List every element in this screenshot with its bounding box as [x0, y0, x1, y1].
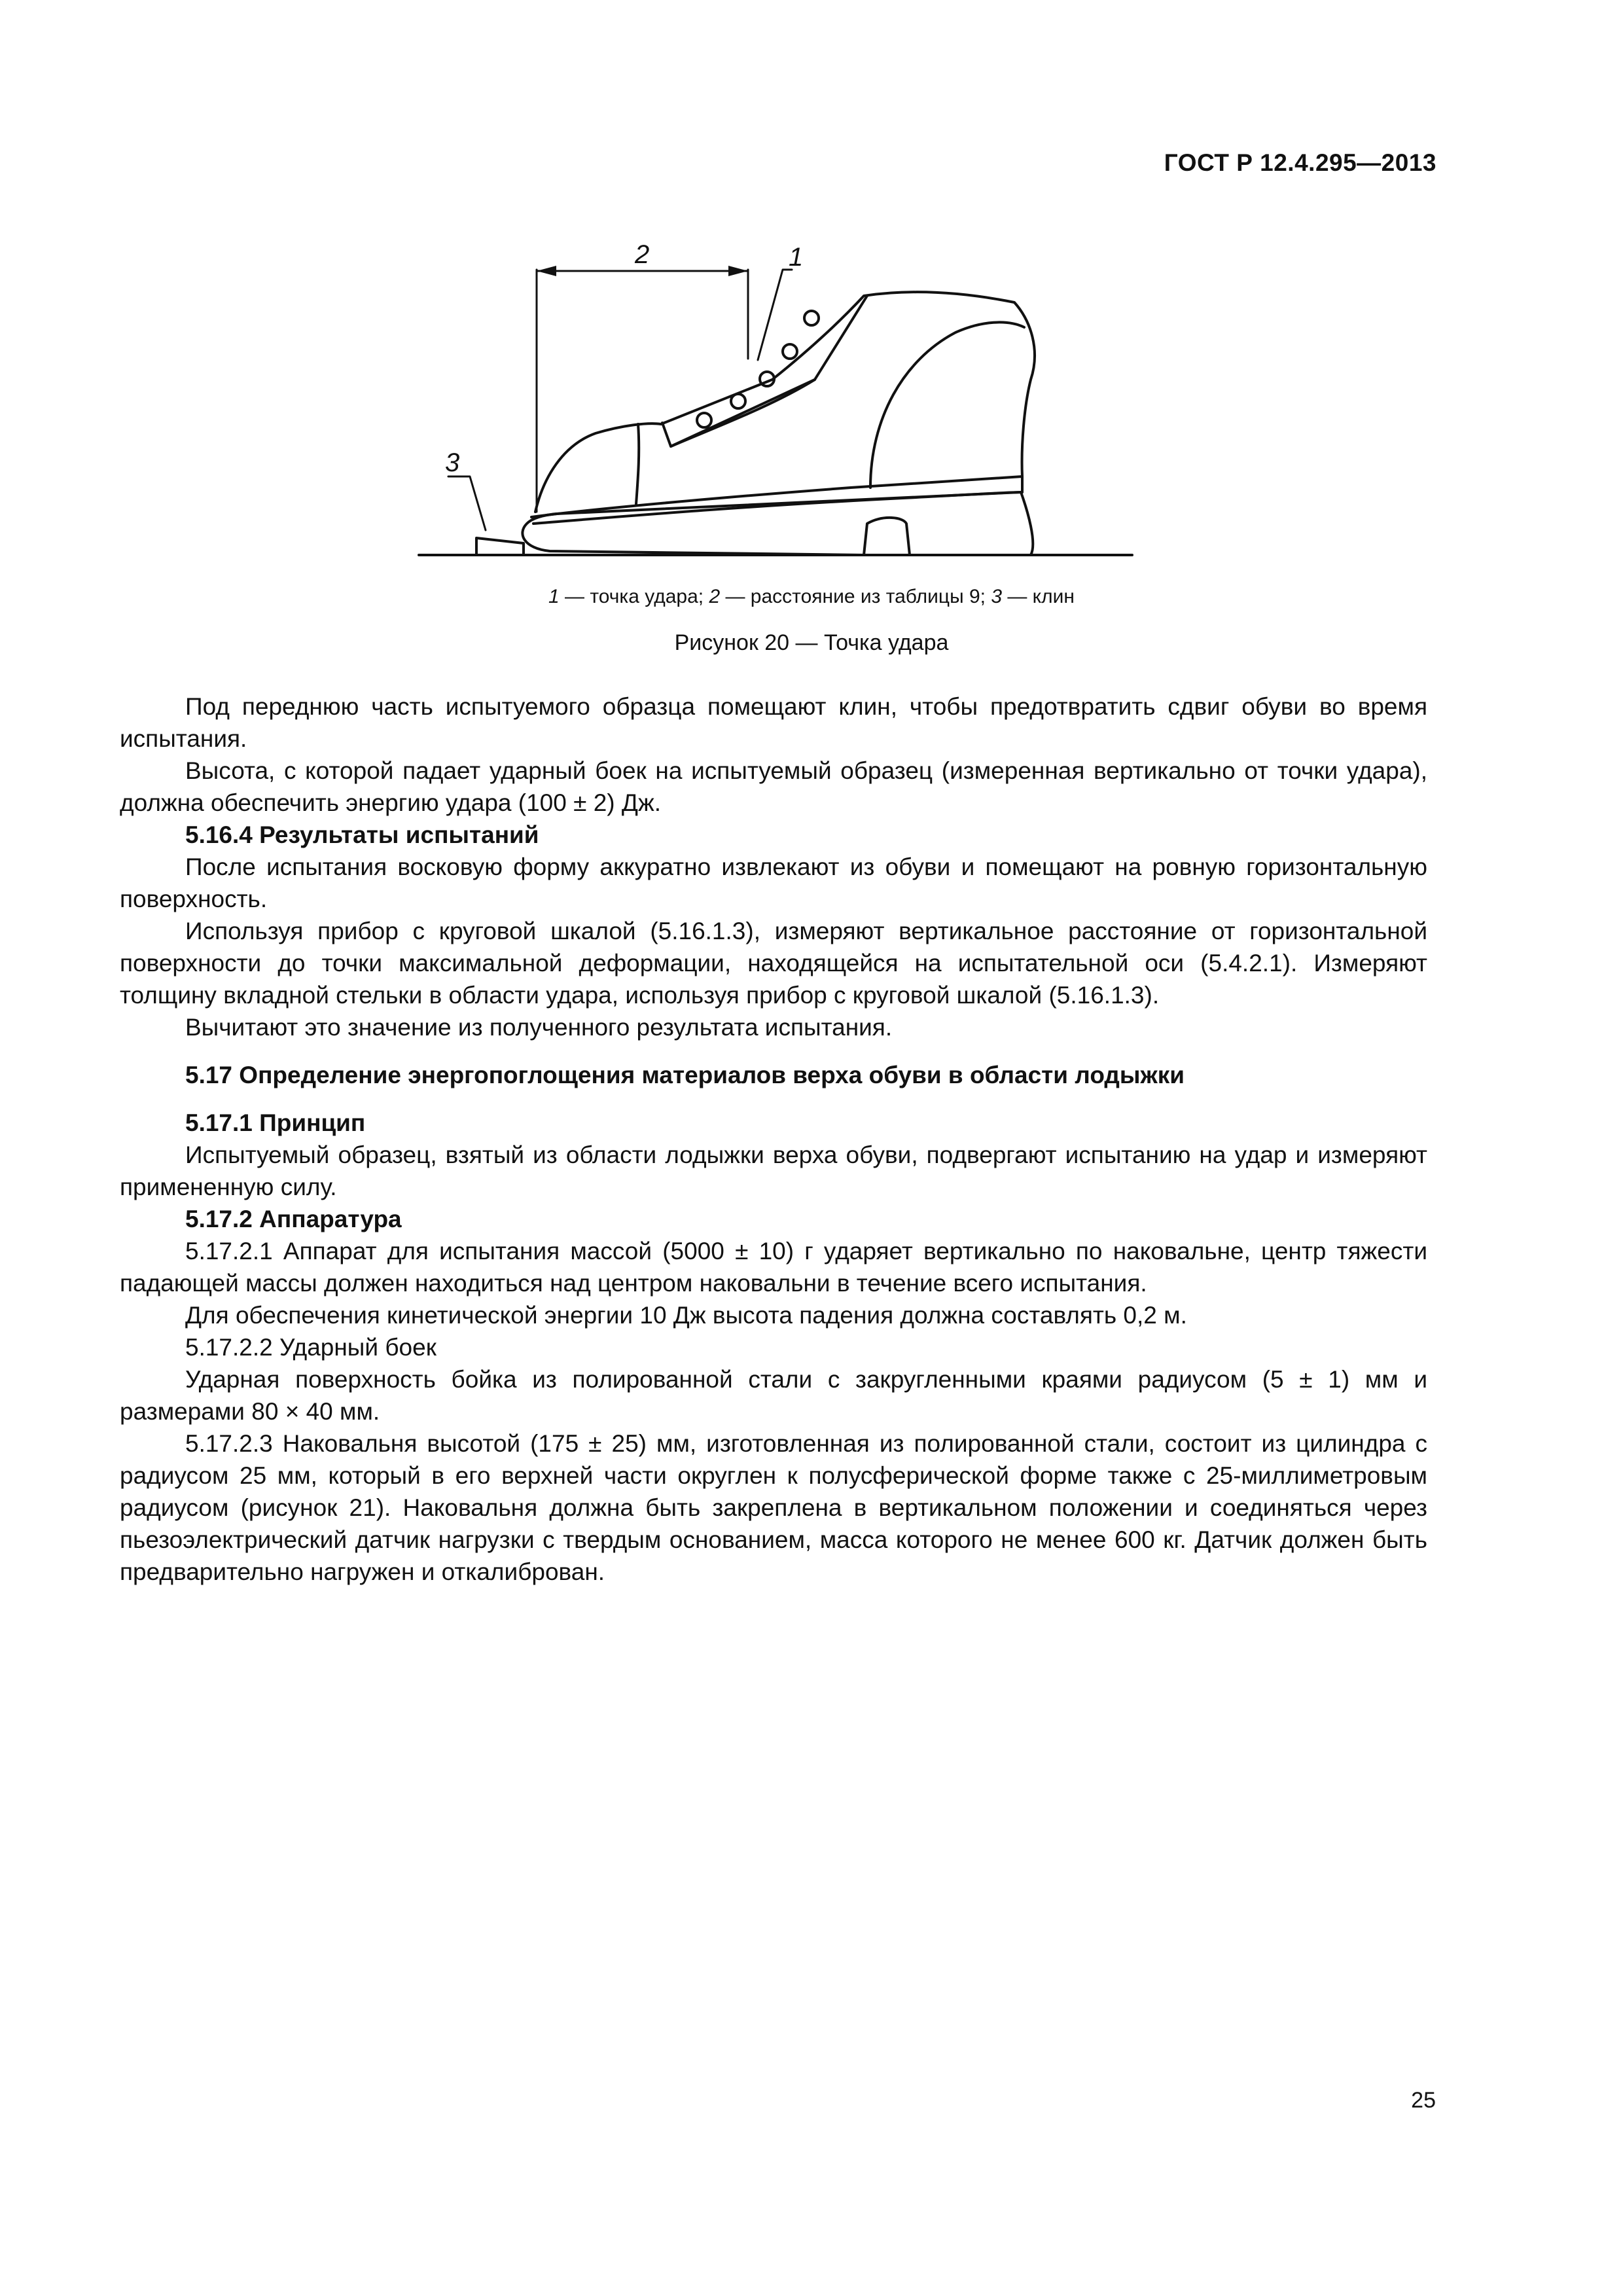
eyelet — [731, 394, 745, 408]
eyelet — [804, 311, 819, 325]
arrow-left — [537, 266, 556, 276]
paragraph: Для обеспечения кинетической энергии 10 Дж высота падения должна составлять 0,2 м. — [185, 1302, 1187, 1329]
paragraph: 5.17.2.3 Наковальня высотой (175 ± 25) мм, изготовленная из полированной стали, состоит из цилиндра с радиусом 25 мм, который в его верхней части округлен к полусферической форме также с 25-миллиметровым радиусом (рисунок 21). Наковальня должна быть закреплена в вертикальном положении и соединяться через пьезоэлектрический датчик нагрузки с твердым основанием, масса которого не менее 600 кг. Датчик должен быть предварительно нагружен и откалиброван. — [120, 1430, 1427, 1585]
shoe-impact-figure — [0, 0, 1623, 589]
legend-num-2: 2 — [709, 586, 721, 607]
paragraph: Используя прибор с круговой шкалой (5.16.1.3), измеряют вертикальное расстояние от горизонтальной поверхности до точки максимальной деформации, находящейся на испытательной оси (5.4.2.1). Измеряют толщину вкладной стельки в области удара, используя прибор с круговой шкалой (5.16.1.3). — [120, 918, 1427, 1009]
leader-3 — [448, 476, 486, 530]
section-heading: 5.17.1 Принцип — [185, 1109, 366, 1136]
paragraph: Под переднюю часть испытуемого образца помещают клин, чтобы предотвратить сдвиг обуви во время испытания. — [120, 693, 1427, 752]
heel-curve — [870, 322, 1024, 488]
legend-text-3: — клин — [1002, 586, 1075, 607]
page-number: 25 — [1411, 2088, 1436, 2113]
section-heading: 5.16.4 Результаты испытаний — [185, 821, 539, 848]
paragraph: 5.17.2.2 Ударный боек — [185, 1334, 437, 1361]
legend-num-3: 3 — [991, 586, 1003, 607]
wedge-shape — [476, 538, 524, 555]
legend-text-1: — точка удара; — [559, 586, 709, 607]
paragraph: Вычитают это значение из полученного результата испытания. — [185, 1014, 893, 1041]
callout-label-2: 2 — [635, 240, 650, 269]
paragraph: Высота, с которой падает ударный боек на испытуемый образец (измеренная вертикально от точки удара), должна обеспечить энергию удара (100 ± 2) Дж. — [120, 757, 1427, 816]
toe-cap-seam — [636, 424, 639, 504]
section-heading: 5.17 Определение энергопоглощения материалов верха обуви в области лодыжки — [185, 1062, 1185, 1088]
shoe-sole — [522, 492, 1033, 555]
legend-text-2: — расстояние из таблицы 9; — [720, 586, 991, 607]
eyelet — [697, 413, 711, 427]
arrow-right — [728, 266, 748, 276]
eyelet — [783, 344, 797, 359]
figure-legend — [0, 586, 1623, 608]
legend-num-1: 1 — [548, 586, 560, 607]
shoe-upper — [535, 292, 1035, 512]
section-heading: 5.17.2 Аппаратура — [185, 1206, 402, 1232]
callout-label-3: 3 — [445, 448, 460, 477]
body-text — [120, 691, 1427, 1588]
callout-label-1: 1 — [789, 243, 804, 272]
paragraph: После испытания восковую форму аккуратно извлекают из обуви и помещают на ровную горизонтальную поверхность. — [120, 853, 1427, 912]
paragraph: 5.17.2.1 Аппарат для испытания массой (5000 ± 10) г ударяет вертикально по наковальне, центр тяжести падающей массы должен находиться над центром наковальни в течение всего испытания. — [120, 1238, 1427, 1297]
paragraph: Ударная поверхность бойка из полированной стали с закругленными краями радиусом (5 ± 1) мм и размерами 80 × 40 мм. — [120, 1366, 1427, 1425]
figure-caption: Рисунок 20 — Точка удара — [674, 630, 949, 655]
paragraph: Испытуемый образец, взятый из области лодыжки верха обуви, подвергают испытанию на удар и измеряют примененную силу. — [120, 1141, 1427, 1200]
standard-header: ГОСТ Р 12.4.295—2013 — [1164, 149, 1436, 176]
